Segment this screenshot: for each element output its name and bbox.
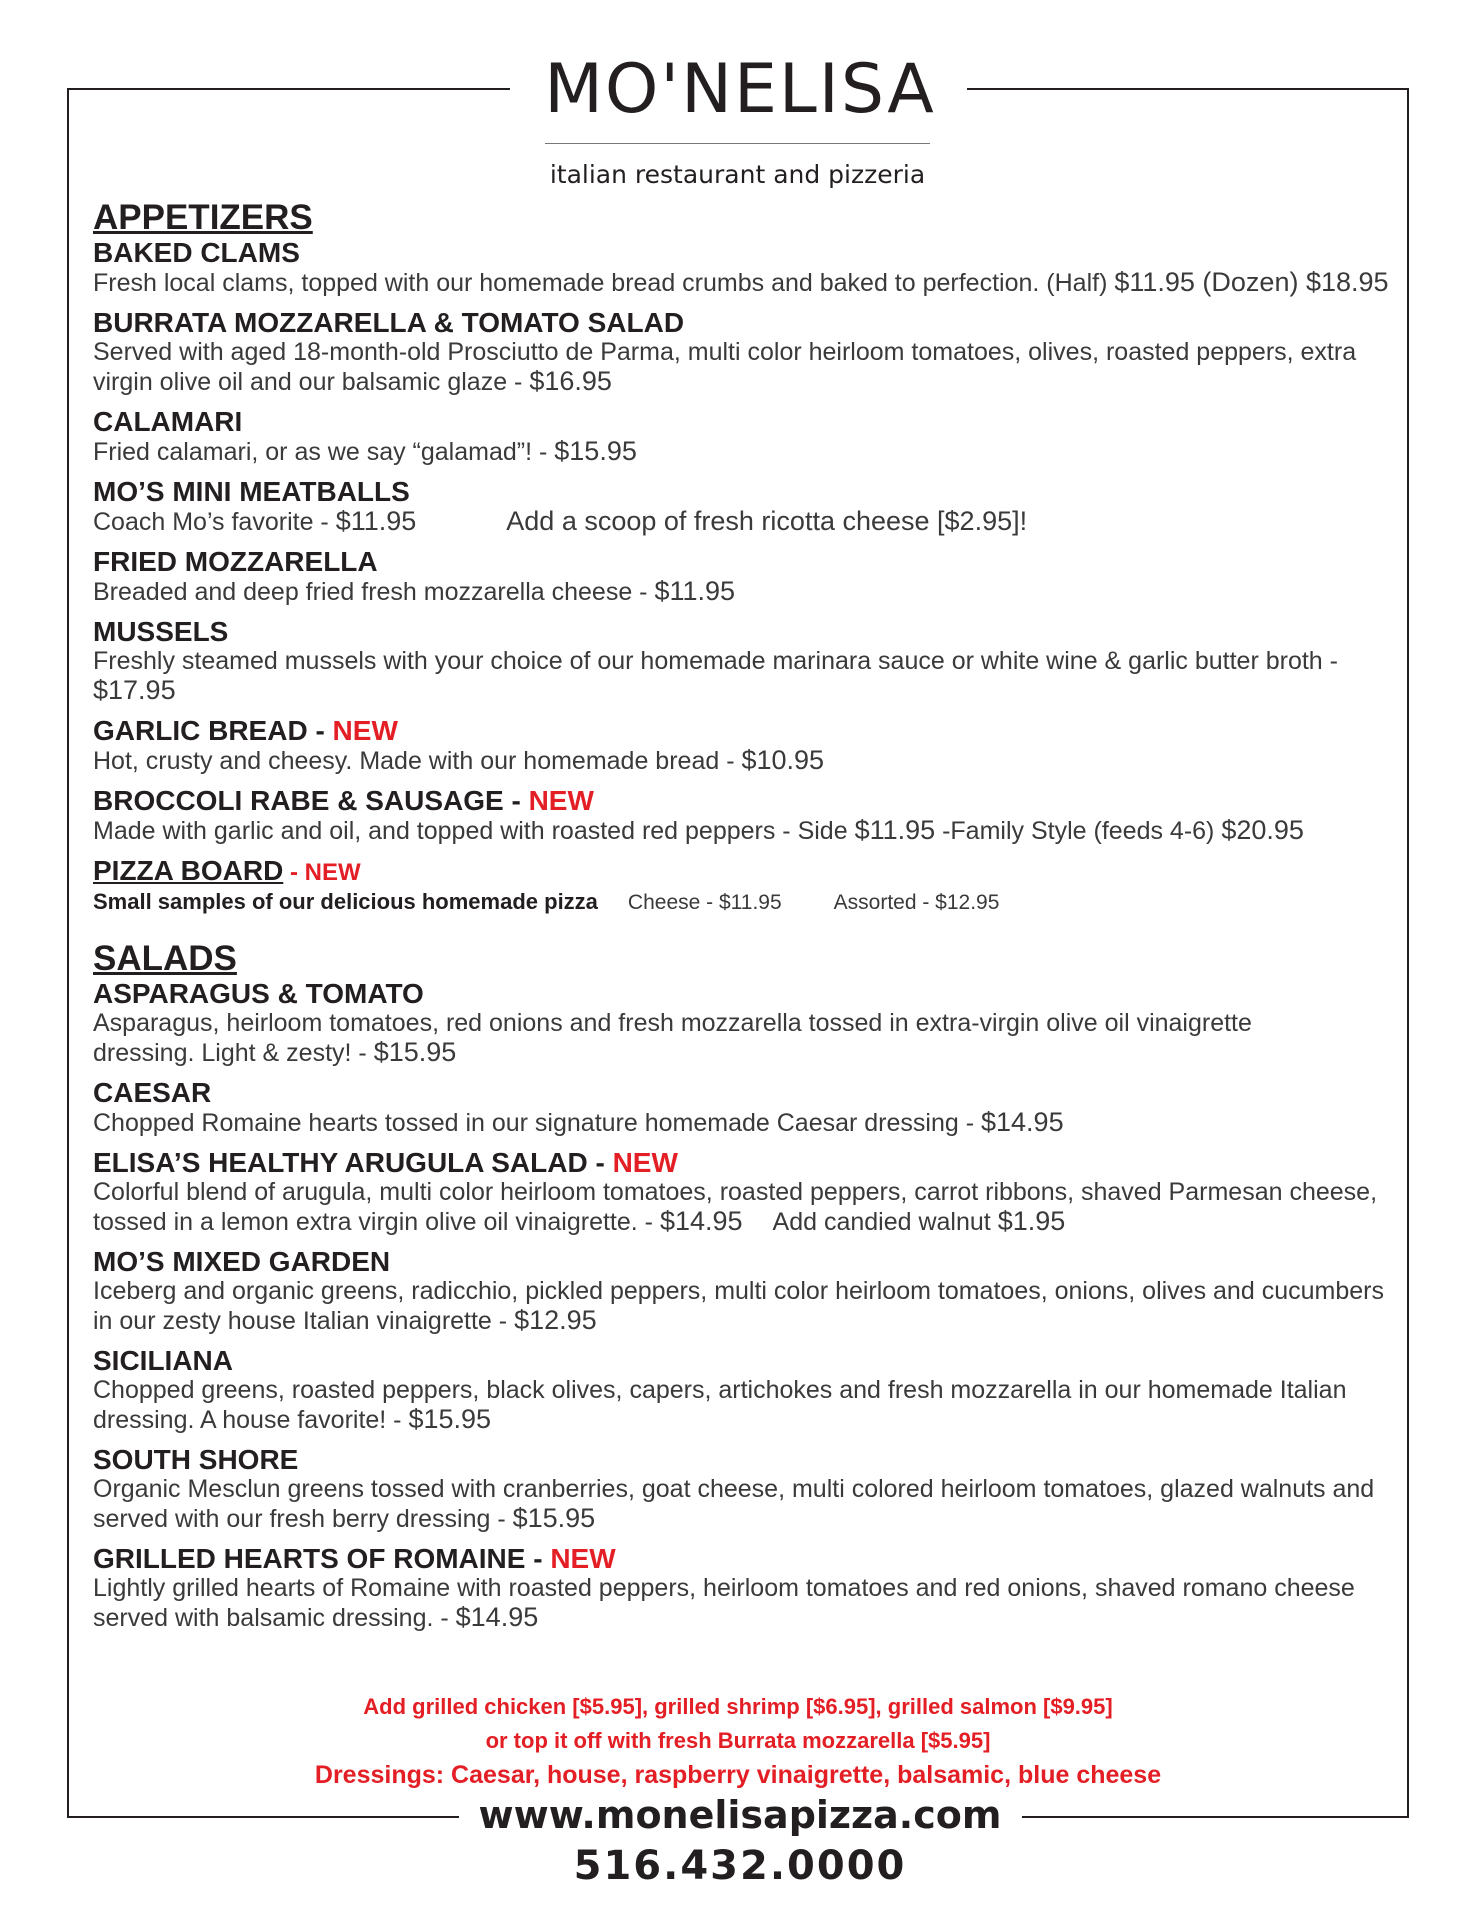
item-price: $15.95 bbox=[512, 1503, 596, 1533]
menu-item-garlic-bread bbox=[93, 716, 1393, 776]
website-url[interactable]: www.monelisapizza.com bbox=[478, 1793, 1002, 1837]
item-description: Hot, crusty and cheesy. Made with our homemade bread - $10.95 bbox=[93, 745, 825, 775]
item-price: $11.95 bbox=[335, 506, 417, 536]
restaurant-logo: MO'NELISA bbox=[544, 50, 936, 129]
menu-item-mini-meatballs bbox=[93, 477, 1393, 537]
item-price: $15.95 bbox=[373, 1037, 457, 1067]
item-price: $14.95 bbox=[659, 1206, 743, 1236]
new-badge: NEW bbox=[550, 1543, 616, 1574]
menu-item-mixed-garden bbox=[93, 1247, 1393, 1336]
section-title-salads: SALADS bbox=[93, 939, 237, 978]
item-addon: Add candied walnut bbox=[772, 1208, 998, 1236]
item-description: Freshly steamed mussels with your choice of our homemade marinara sauce or white wine & garlic butter broth - $17.95 bbox=[93, 647, 1338, 705]
menu-item-siciliana bbox=[93, 1346, 1393, 1435]
frame-border-top-left bbox=[67, 88, 510, 90]
frame-border-top-right bbox=[967, 88, 1409, 90]
dressings-list: Dressings: Caesar, house, raspberry vinaigrette, balsamic, blue cheese bbox=[314, 1761, 1162, 1789]
item-description: Coach Mo’s favorite - $11.95 Add a scoop of fresh ricotta cheese [$2.95]! bbox=[93, 506, 1028, 536]
item-price: $11.95 bbox=[854, 815, 936, 845]
section-title-appetizers: APPETIZERS bbox=[93, 198, 313, 237]
frame-border-bottom-right bbox=[1022, 1816, 1409, 1818]
menu-item-pizza-board bbox=[93, 856, 1393, 917]
item-description: Fresh local clams, topped with our homemade bread crumbs and baked to perfection. (Half) $11.95 (Dozen) $18.95 bbox=[93, 267, 1389, 297]
item-name: BROCCOLI RABE & SAUSAGE - NEW bbox=[93, 785, 594, 816]
item-description: Chopped greens, roasted peppers, black olives, capers, artichokes and fresh mozzarella in our homemade Italian dressing. A house favorite! - $15.95 bbox=[93, 1376, 1347, 1434]
item-name: MO’S MINI MEATBALLS bbox=[93, 476, 410, 507]
item-price: $15.95 bbox=[408, 1404, 492, 1434]
item-name: PIZZA BOARD - NEW bbox=[93, 855, 361, 886]
salad-addons bbox=[67, 1690, 1409, 1792]
menu-content bbox=[93, 198, 1393, 1643]
item-price: $18.95 bbox=[1305, 267, 1389, 297]
item-name: CALAMARI bbox=[93, 406, 243, 437]
item-price: Assorted - $12.95 bbox=[833, 891, 1000, 914]
menu-item-caesar bbox=[93, 1078, 1393, 1138]
tagline: italian restaurant and pizzeria bbox=[549, 160, 926, 189]
menu-item-south-shore bbox=[93, 1445, 1393, 1534]
item-description: Chopped Romaine hearts tossed in our signature homemade Caesar dressing - $14.95 bbox=[93, 1107, 1064, 1137]
item-description: Made with garlic and oil, and topped with roasted red peppers - Side $11.95 -Family Style (feeds 4-6) $20.95 bbox=[93, 815, 1304, 845]
logo-divider bbox=[545, 143, 930, 144]
item-price: $1.95 bbox=[997, 1206, 1066, 1236]
menu-item-baked-clams bbox=[93, 238, 1393, 298]
item-description: Lightly grilled hearts of Romaine with roasted peppers, heirloom tomatoes and red onions, shaved romano cheese served with balsamic dressing. - $14.95 bbox=[93, 1574, 1355, 1632]
new-badge: NEW bbox=[612, 1147, 678, 1178]
item-description: Fried calamari, or as we say “galamad”! - $15.95 bbox=[93, 436, 637, 466]
item-price: $12.95 bbox=[514, 1305, 597, 1335]
item-description: Colorful blend of arugula, multi color heirloom tomatoes, roasted peppers, carrot ribbons, shaved Parmesan cheese, tossed in a lemon extra virgin olive oil vinaigrette. - $14.95 Add candied walnut $1.95 bbox=[93, 1178, 1378, 1236]
item-price: $20.95 bbox=[1221, 815, 1304, 845]
item-price: $15.95 bbox=[554, 436, 637, 466]
item-price: Cheese - $11.95 bbox=[627, 891, 782, 914]
item-name: CAESAR bbox=[93, 1077, 212, 1108]
item-name: GRILLED HEARTS OF ROMAINE - NEW bbox=[93, 1543, 616, 1574]
item-price: $11.95 bbox=[654, 576, 736, 606]
new-badge: NEW bbox=[332, 715, 398, 746]
item-name: ASPARAGUS & TOMATO bbox=[93, 978, 424, 1009]
item-description: Asparagus, heirloom tomatoes, red onions and fresh mozzarella tossed in extra-virgin olive oil vinaigrette dressing. Light & zesty! - $15.95 bbox=[93, 1009, 1252, 1067]
item-price: $14.95 bbox=[981, 1107, 1064, 1137]
item-price: $17.95 bbox=[93, 675, 176, 705]
item-name: ELISA’S HEALTHY ARUGULA SALAD - NEW bbox=[93, 1147, 678, 1178]
menu-item-grilled-romaine bbox=[93, 1544, 1393, 1633]
menu-item-mussels bbox=[93, 617, 1393, 706]
item-price: $11.95 bbox=[1114, 267, 1195, 297]
item-name: SOUTH SHORE bbox=[93, 1444, 299, 1475]
item-name: GARLIC BREAD - NEW bbox=[93, 715, 398, 746]
item-addon: Add a scoop of fresh ricotta cheese [$2.95]! bbox=[506, 506, 1028, 536]
new-badge: NEW bbox=[528, 785, 594, 816]
menu-item-broccoli-rabe bbox=[93, 786, 1393, 846]
item-description: Organic Mesclun greens tossed with cranberries, goat cheese, multi colored heirloom tomatoes, glazed walnuts and served with our fresh berry dressing - $15.95 bbox=[93, 1475, 1375, 1533]
item-name: SICILIANA bbox=[93, 1345, 233, 1376]
new-badge: - NEW bbox=[283, 859, 361, 886]
item-name: BURRATA MOZZARELLA & TOMATO SALAD bbox=[93, 307, 685, 338]
item-price: $14.95 bbox=[455, 1602, 539, 1632]
frame-border-bottom-left bbox=[67, 1816, 459, 1818]
item-name: MO’S MIXED GARDEN bbox=[93, 1246, 391, 1277]
frame-border-right bbox=[1407, 88, 1409, 1816]
addon-proteins: Add grilled chicken [$5.95], grilled shrimp [$6.95], grilled salmon [$9.95] bbox=[363, 1694, 1113, 1719]
item-price: $16.95 bbox=[529, 366, 612, 396]
menu-item-calamari bbox=[93, 407, 1393, 467]
item-name: MUSSELS bbox=[93, 616, 229, 647]
item-name: FRIED MOZZARELLA bbox=[93, 546, 378, 577]
menu-item-fried-mozzarella bbox=[93, 547, 1393, 607]
addon-burrata: or top it off with fresh Burrata mozzarella [$5.95] bbox=[485, 1728, 991, 1753]
item-description: Served with aged 18-month-old Prosciutto de Parma, multi color heirloom tomatoes, olives, roasted peppers, extra virgin olive oil and our balsamic glaze - $16.95 bbox=[93, 338, 1357, 396]
item-price: $10.95 bbox=[741, 745, 825, 775]
menu-item-burrata bbox=[93, 308, 1393, 397]
item-name: BAKED CLAMS bbox=[93, 237, 300, 268]
item-description: Iceberg and organic greens, radicchio, pickled peppers, multi color heirloom tomatoes, onions, olives and cucumbers in our zesty house Italian vinaigrette - $12.95 bbox=[93, 1277, 1384, 1335]
frame-border-left bbox=[67, 88, 69, 1816]
item-description: Breaded and deep fried fresh mozzarella cheese - $11.95 bbox=[93, 576, 736, 606]
item-description: Small samples of our delicious homemade pizza Cheese - $11.95 Assorted - $12.95 bbox=[93, 889, 1000, 914]
menu-item-asparagus bbox=[93, 979, 1393, 1068]
menu-item-arugula-salad bbox=[93, 1148, 1393, 1237]
phone-number[interactable]: 516.432.0000 bbox=[573, 1843, 907, 1889]
